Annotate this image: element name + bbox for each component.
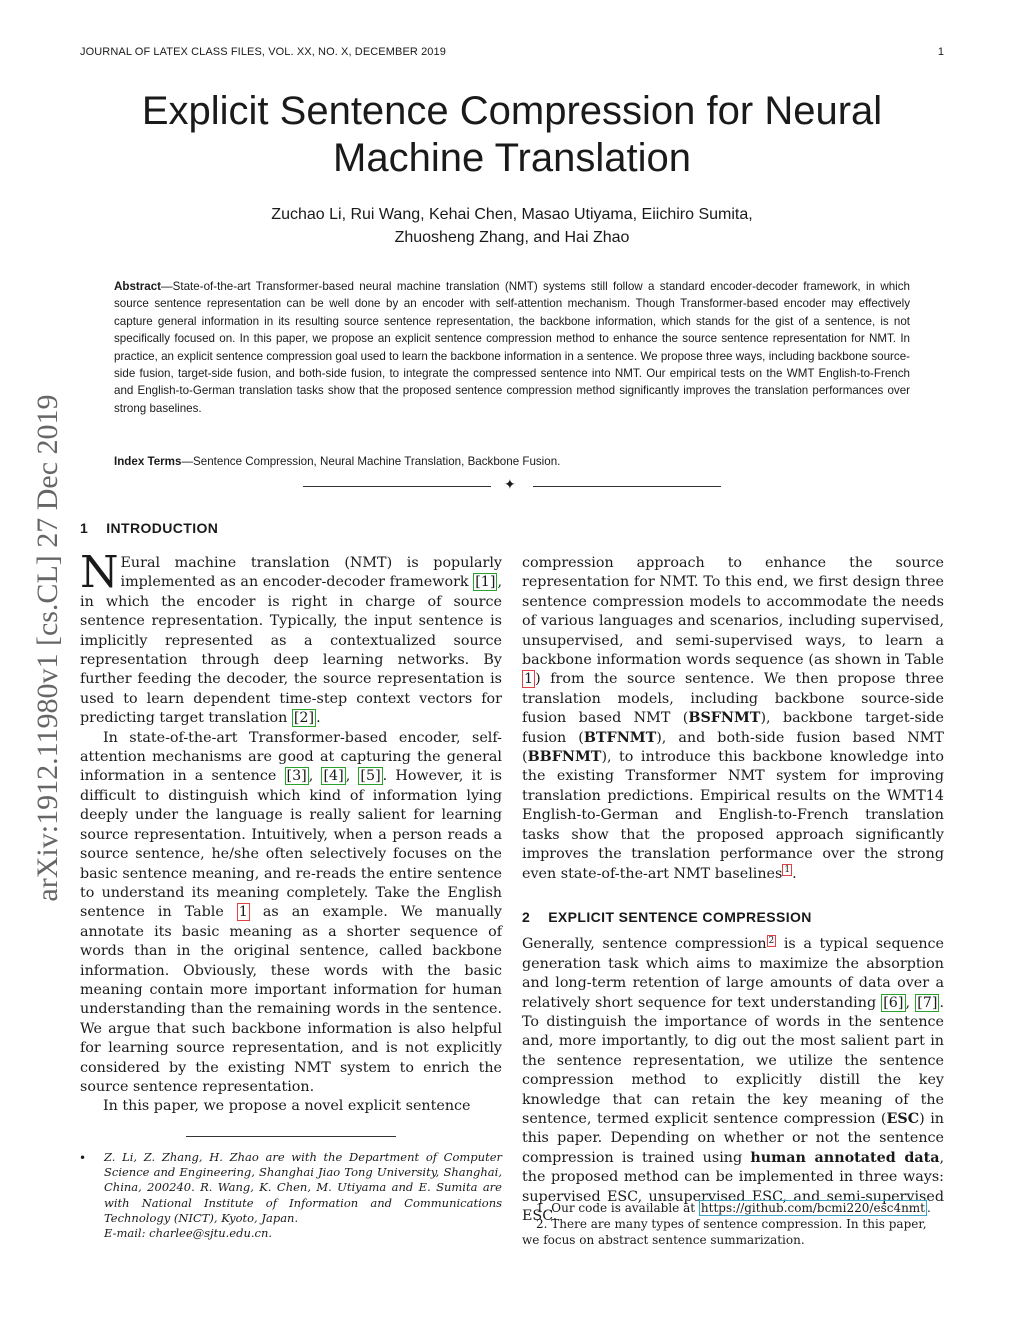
dropcap: N <box>80 547 119 598</box>
text-run: , <box>308 768 322 785</box>
citation-link[interactable]: [4] <box>323 768 344 785</box>
page-number: 1 <box>937 46 944 58</box>
text-run: . <box>316 710 321 727</box>
abstract <box>114 278 910 417</box>
table-reference-link[interactable]: 1 <box>524 671 534 688</box>
text-run: , in which the encoder is right in charge of source sentence representation. Typically, the input sentence is implicitly represented as a contextualized source representation through deep learning networks. By further feeding the decoder, the source representation is used to learn dependent time-step context vectors for predicting target translation <box>80 574 502 727</box>
footnote-marker[interactable]: 1 <box>784 864 791 875</box>
divider-ornament-icon: ✦ <box>504 478 516 493</box>
author-line-2: Zhuosheng Zhang, and Hai Zhao <box>394 229 630 246</box>
section-1-heading <box>80 520 218 536</box>
text-run: . <box>792 865 797 882</box>
text-run: ), backbone target-side fusion ( <box>522 710 944 746</box>
contact-email: E-mail: charlee@sjtu.edu.cn. <box>104 1226 273 1241</box>
abstract-label: Abstract <box>114 280 162 293</box>
text-run: , <box>905 994 916 1011</box>
section-2-number: 2 <box>522 908 531 925</box>
right-footnotes <box>522 1200 944 1248</box>
affiliation-footnote <box>104 1150 502 1241</box>
index-terms <box>114 453 910 470</box>
section-1-number: 1 <box>80 520 89 536</box>
table-reference-link[interactable]: 1 <box>238 904 248 921</box>
citation-link[interactable]: [6] <box>883 994 904 1011</box>
citation-link[interactable]: [2] <box>293 710 315 727</box>
author-line-1: Zuchao Li, Rui Wang, Kehai Chen, Masao Utiyama, Eiichiro Sumita, <box>271 206 753 223</box>
footnote-rule <box>186 1136 396 1137</box>
divider-line-right <box>533 486 721 487</box>
text-run: In state-of-the-art Transformer-based encoder, self-attention mechanisms are good at capturing the general information in a sentence <box>80 729 502 785</box>
text-run: 1. Our code is available at <box>536 1201 699 1215</box>
paper-title: Explicit Sentence Compression for Neural Machine Translation <box>141 89 883 180</box>
text-run: , <box>345 768 359 785</box>
text-run: as an example. We manually annotate its basic meaning as a shorter sequence of words than in the original sentence, called backbone information. Obviously, these words with the basic meaning contain more important information for human understanding than the remaining words in the sentence. We argue that such backbone information is also helpful for learning source representation, and is not explicitly considered by the existing NMT system to enrich the source sentence representation. <box>80 904 502 1095</box>
running-head: JOURNAL OF LATEX CLASS FILES, VOL. XX, NO. X, DECEMBER 2019 <box>80 46 446 58</box>
index-terms-text: —Sentence Compression, Neural Machine Translation, Backbone Fusion. <box>181 455 561 468</box>
text-run: compression approach to enhance the source representation for NMT. To this end, we first design three sentence compression models to accommodate the needs of various languages and scenarios, including supervised, unsupervised, and semi-supervised ways, to learn a backbone information words sequence (as shown in Table <box>522 555 944 669</box>
model-name-btfnmt: BTFNMT <box>583 729 657 746</box>
index-terms-label: Index Terms <box>114 455 182 468</box>
footnote-bullet: • <box>79 1151 87 1165</box>
text-run: In this paper, we propose a novel explicit sentence <box>103 1098 471 1115</box>
divider-line-left <box>303 486 491 487</box>
right-column <box>522 554 944 1226</box>
text-run: , the proposed method can be implemented in three ways: supervised ESC, unsupervised ESC, and semi-supervised ESC. <box>522 1149 944 1224</box>
text-run: ) in this paper. Depending on whether or not the sentence compression is trained using <box>522 1110 944 1166</box>
section-2-heading <box>522 908 944 927</box>
intro-paragraph-1 <box>80 547 502 729</box>
citation-link[interactable]: [5] <box>360 768 381 785</box>
citation-link[interactable]: [7] <box>917 994 938 1011</box>
affiliation-text: Z. Li, Z. Zhang, H. Zhao are with the Department of Computer Science and Engineering, Shanghai Jiao Tong University, Shanghai, China, 200240. R. Wang, K. Chen, M. Utiyama and E. Sumita are with National Institute of Information and Communications Technology (NICT), Kyoto, Japan. <box>104 1150 502 1225</box>
footnote-1 <box>522 1200 944 1216</box>
esc-term: ESC <box>886 1110 920 1127</box>
footnote-2: 2. There are many types of sentence compression. In this paper, we focus on abstract sentence summarization. <box>522 1217 927 1247</box>
section-2-paragraph-1 <box>522 935 944 1226</box>
section-2-title: EXPLICIT SENTENCE COMPRESSION <box>548 908 812 925</box>
author-list <box>80 203 944 249</box>
text-run: ), and both-side fusion based NMT ( <box>522 729 944 766</box>
text-run: Generally, sentence compression <box>522 936 767 953</box>
left-column <box>80 547 502 1117</box>
model-name-bsfnmt: BSFNMT <box>688 710 761 727</box>
text-run: . To distinguish the importance of words in the sentence and, more importantly, to dig out the most salient part in the sentence representation, we utilize the sentence compression method to explicitly distill the key knowledge that can retain the key meaning of the sentence, termed explicit sentence compression ( <box>522 994 944 1127</box>
text-run: ) from the source sentence. We then propose three translation models, including backbone source-side fusion based NMT ( <box>522 671 944 727</box>
intro-paragraph-3-cont <box>522 554 944 884</box>
human-annotated-term: human annotated data <box>750 1149 940 1166</box>
abstract-text: —State-of-the-art Transformer-based neural machine translation (NMT) systems still follow a standard encoder-decoder framework, in which source sentence representation can be well done by an encoder with self-attention mechanism. Though Transformer-based encoder may effectively capture general information in its resulting source sentence representation, the backbone information, which stands for the gist of a sentence, is not specifically focused on. In this paper, we propose an explicit sentence compression method to enhance the source sentence representation for NMT. In practice, an explicit sentence compression goal used to learn the backbone information in a sentence. We propose three ways, including backbone source-side fusion, target-side fusion, and both-side fusion, to integrate the compressed sentence into NMT. Our empirical tests on the WMT English-to-French and English-to-German translation tasks show that the proposed sentence compression method significantly improves the translation performances over strong baselines. <box>114 280 910 415</box>
footnote-marker[interactable]: 2 <box>768 935 775 946</box>
intro-paragraph-2 <box>80 729 502 1098</box>
citation-link[interactable]: [1] <box>475 574 496 591</box>
text-run: Eural machine translation (NMT) is popularly implemented as an encoder-decoder framework <box>120 555 502 591</box>
text-run: . However, it is difficult to distinguish which kind of information lying deeply under the language is really salient for learning source representation. Intuitively, when a person reads a source sentence, he/she often selectively focuses on the basic sentence meaning, and re-reads the entire sentence to understand its meaning completely. Take the English sentence in Table <box>80 768 502 921</box>
arxiv-stamp: arXiv:1912.11980v1 [cs.CL] 27 Dec 2019 <box>31 394 64 902</box>
model-name-bbfnmt: BBFNMT <box>527 749 602 766</box>
citation-link[interactable]: [3] <box>286 768 307 785</box>
text-run: ), to introduce this backbone knowledge into the existing Transformer NMT system for improving translation predictions. Empirical results on the WMT14 English-to-German and English-to-French translation tasks show that the proposed approach significantly improves the translation performance over the strong even state-of-the-art NMT baselines <box>522 749 944 882</box>
intro-paragraph-3-start <box>80 1097 502 1116</box>
section-1-title: INTRODUCTION <box>106 520 219 536</box>
text-run: . <box>927 1201 931 1215</box>
text-run: is a typical sequence generation task which aims to maximize the absorption and long-term retention of large amounts of data over a relatively short sequence for text understanding <box>522 936 944 1011</box>
code-url-link[interactable]: https://github.com/bcmi220/esc4nmt <box>700 1201 926 1215</box>
